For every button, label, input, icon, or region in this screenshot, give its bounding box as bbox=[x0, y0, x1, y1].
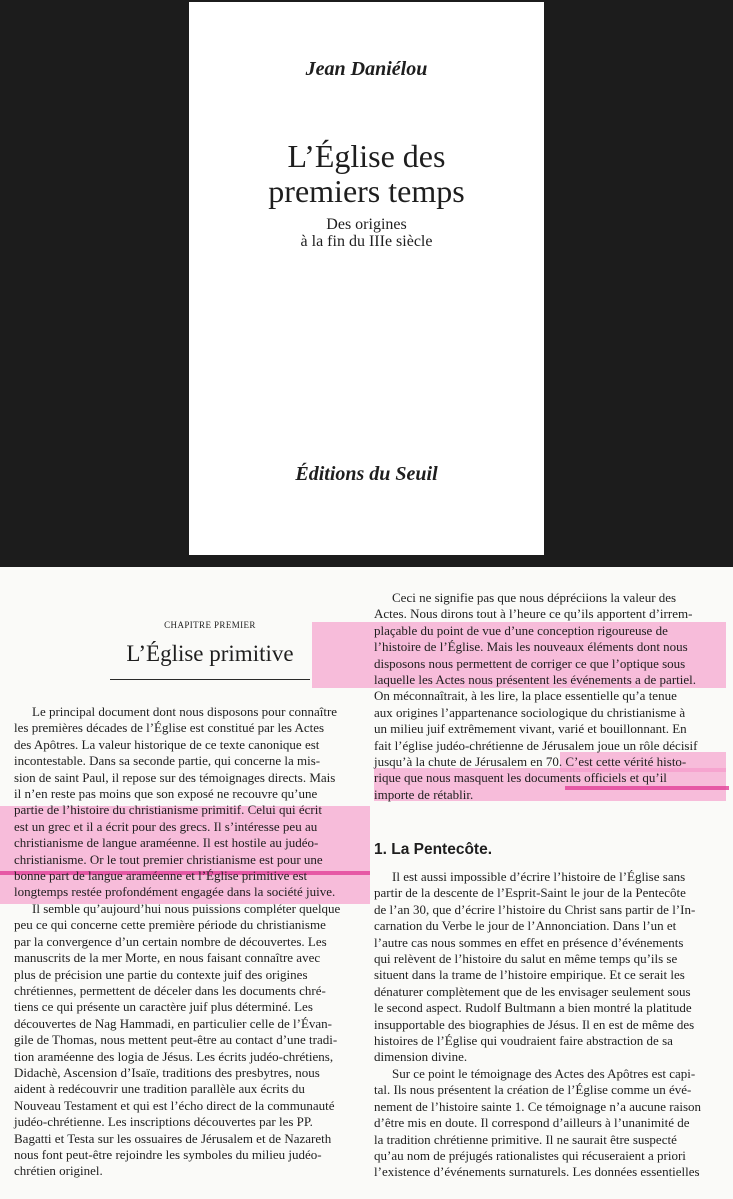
text-line: Actes. Nous dirons tout à l’heure ce qu’ils apportent d’irrem- bbox=[374, 606, 693, 622]
text-line: des Apôtres. La valeur historique de ce texte canonique est bbox=[14, 736, 320, 752]
text-line: aux origines l’appartenance sociologique du christianisme à bbox=[374, 704, 686, 720]
text-line: Ceci ne signifie pas que nous dépréciions la valeur des bbox=[392, 590, 677, 605]
text-line: laquelle les Actes nous présentent les événements a de partiel. bbox=[374, 672, 696, 688]
right-text-column-bottom bbox=[374, 869, 701, 1181]
text-line: histoires de l’Église qui voudraient faire abstraction de sa bbox=[374, 1033, 673, 1049]
chapter-title: L’Église primitive bbox=[126, 641, 294, 666]
text-line: d’être mis en doute. Il correspond d’ailleurs à l’unanimité de bbox=[374, 1115, 690, 1131]
right-text-column-top bbox=[374, 590, 701, 803]
text-line: dimension divine. bbox=[374, 1049, 468, 1065]
cover-author: Jean Daniélou bbox=[305, 58, 428, 80]
text-line: par la convergence d’un certain nombre de découvertes. Les bbox=[14, 933, 327, 949]
text-line: bonne part de langue araméenne et l’Église primitive est bbox=[14, 868, 308, 884]
book-cover-photo-area bbox=[0, 0, 733, 567]
text-line: l’autre cas nous sommes en effet en présence d’événements bbox=[374, 934, 684, 950]
text-line: qu’au nom de préjugés rationalistes qui récuseraient a priori bbox=[374, 1147, 686, 1163]
cover-subtitle bbox=[189, 216, 544, 250]
text-line: jusqu’à la chute de Jérusalem en 70. C’est cette vérité histo- bbox=[374, 754, 687, 770]
text-line: les premières décades de l’Église est constitué par les Actes bbox=[14, 720, 325, 736]
cover-title-line: premiers temps bbox=[268, 173, 465, 209]
text-line: il n’en reste pas moins que son exposé ne recouvre qu’une bbox=[14, 786, 318, 802]
text-line: peu ce qui concerne cette première période du christianisme bbox=[14, 917, 326, 933]
text-line: découvertes de Nag Hammadi, en particulier celle de l’Évan- bbox=[14, 1015, 332, 1031]
text-line: un milieu juif extrêmement vivant, varié et bouillonnant. En bbox=[374, 721, 687, 737]
text-line: disposons nous permettent de corriger ce que l’optique sous bbox=[374, 655, 686, 671]
left-text-column bbox=[14, 704, 366, 1180]
text-line: tion araméenne des logia de Jésus. Les écrits judéo-chrétiens, bbox=[14, 1048, 334, 1064]
book-cover bbox=[189, 2, 544, 555]
text-line: Sur ce point le témoignage des Actes des Apôtres est capi- bbox=[392, 1065, 696, 1081]
text-line: de l’an 30, que d’écrire l’histoire du Christ sans partir de l’In- bbox=[374, 901, 696, 917]
text-line: On méconnaîtrait, à les lire, la place essentielle qu’a tenue bbox=[374, 688, 677, 704]
text-line: gile de Thomas, nous mettent peut-être au contact d’une tradi- bbox=[14, 1032, 338, 1048]
text-line: chrétiennes, permettent de déceler dans les documents chré- bbox=[14, 982, 326, 998]
text-line: Bagatti et Testa sur les ossuaires de Jérusalem et de Nazareth bbox=[14, 1130, 332, 1146]
text-line: partir de la descente de l’Esprit-Saint le jour de la Pentecôte bbox=[374, 885, 686, 901]
text-line: incontestable. Dans sa seconde partie, qui concerne la mis- bbox=[14, 753, 321, 769]
text-line: judéo-chrétienne. Les inscriptions découvertes par les PP. bbox=[14, 1114, 313, 1130]
text-line: sion de saint Paul, il repose sur des témoignages directs. Mais bbox=[14, 769, 336, 785]
text-line: tiens ce qui présente un caractère juif plus déterminé. Les bbox=[14, 999, 313, 1015]
text-line: fait l’église judéo-chrétienne de Jérusalem joue un rôle décisif bbox=[374, 737, 698, 753]
text-line: rique que nous masquent les documents officiels et qu’il bbox=[374, 770, 667, 786]
text-line: Didachè, Ascension d’Isaïe, traditions des presbytres, nous bbox=[14, 1064, 320, 1080]
text-line: est un grec et il a écrit pour des grecs. Il s’intéresse peu au bbox=[14, 818, 318, 834]
text-line: aident à redécouvrir une tradition parallèle aux écrits du bbox=[14, 1081, 305, 1097]
cover-title-line: L’Église des bbox=[287, 138, 446, 174]
text-line: le second aspect. Rudolf Bultmann a bien montré la platitude bbox=[374, 1000, 692, 1016]
chapter-label: CHAPITRE PREMIER bbox=[164, 620, 256, 630]
text-line: manuscrits de la mer Morte, en nous faisant connaître avec bbox=[14, 950, 321, 966]
cover-title bbox=[189, 139, 544, 209]
cover-publisher: Éditions du Seuil bbox=[295, 463, 438, 485]
text-line: l’existence d’événements surnaturels. Les données essentielles bbox=[374, 1164, 700, 1180]
text-line: plus de précision une partie du contexte juif des origines bbox=[14, 966, 308, 982]
text-line: insupportable des biographies de Jésus. Il en est de même des bbox=[374, 1016, 695, 1032]
text-line: situent dans la trame de l’histoire empirique. Et ce serait les bbox=[374, 967, 685, 983]
text-line: carnation du Verbe le jour de l’Annonciation. Dans l’un et bbox=[374, 918, 677, 934]
text-line: Nouveau Testament et qui est l’écho direct de la communauté bbox=[14, 1097, 335, 1113]
text-line: qui relèvent de l’histoire du salut en même temps qu’ils se bbox=[374, 951, 678, 967]
text-line: importe de rétablir. bbox=[374, 786, 474, 802]
text-line: plaçable du point de vue d’une conception rigoureuse de bbox=[374, 622, 668, 638]
text-line: longtemps restée profondément engagée dans la société juive. bbox=[14, 884, 336, 900]
text-line: dénaturer complètement que de les envisager seulement sous bbox=[374, 983, 691, 999]
text-line: Il est aussi impossible d’écrire l’histoire de l’Église sans bbox=[392, 869, 686, 884]
text-line: nous font peut-être rejoindre les symboles du milieu judéo- bbox=[14, 1146, 322, 1162]
text-line: l’histoire de l’Église. Mais les nouveaux éléments dont nous bbox=[374, 639, 688, 655]
chapter-title-rule bbox=[110, 679, 310, 680]
section-heading: 1. La Pentecôte. bbox=[374, 841, 493, 858]
text-line: Il semble qu’aujourd’hui nous puissions compléter quelque bbox=[32, 900, 341, 916]
text-line: partie de l’histoire du christianisme primitif. Celui qui écrit bbox=[14, 802, 322, 818]
text-line: chrétien originel. bbox=[14, 1163, 103, 1179]
cover-subtitle-line: à la fin du IIIe siècle bbox=[300, 233, 433, 250]
cover-subtitle-line: Des origines bbox=[326, 216, 407, 233]
text-line: nement de l’histoire sainte 1. Ce témoignage n’a aucune raison bbox=[374, 1098, 702, 1114]
text-line: Le principal document dont nous disposons pour connaître bbox=[32, 704, 338, 719]
text-line: christianisme. Or le tout premier christianisme est pour une bbox=[14, 851, 323, 867]
text-line: christianisme de langue araméenne. Il est hostile au judéo- bbox=[14, 835, 319, 851]
text-line: la tradition chrétienne primitive. Il ne saurait être suspecté bbox=[374, 1131, 677, 1147]
text-line: tal. Ils nous présentent la création de l’Église comme un évé- bbox=[374, 1082, 692, 1098]
